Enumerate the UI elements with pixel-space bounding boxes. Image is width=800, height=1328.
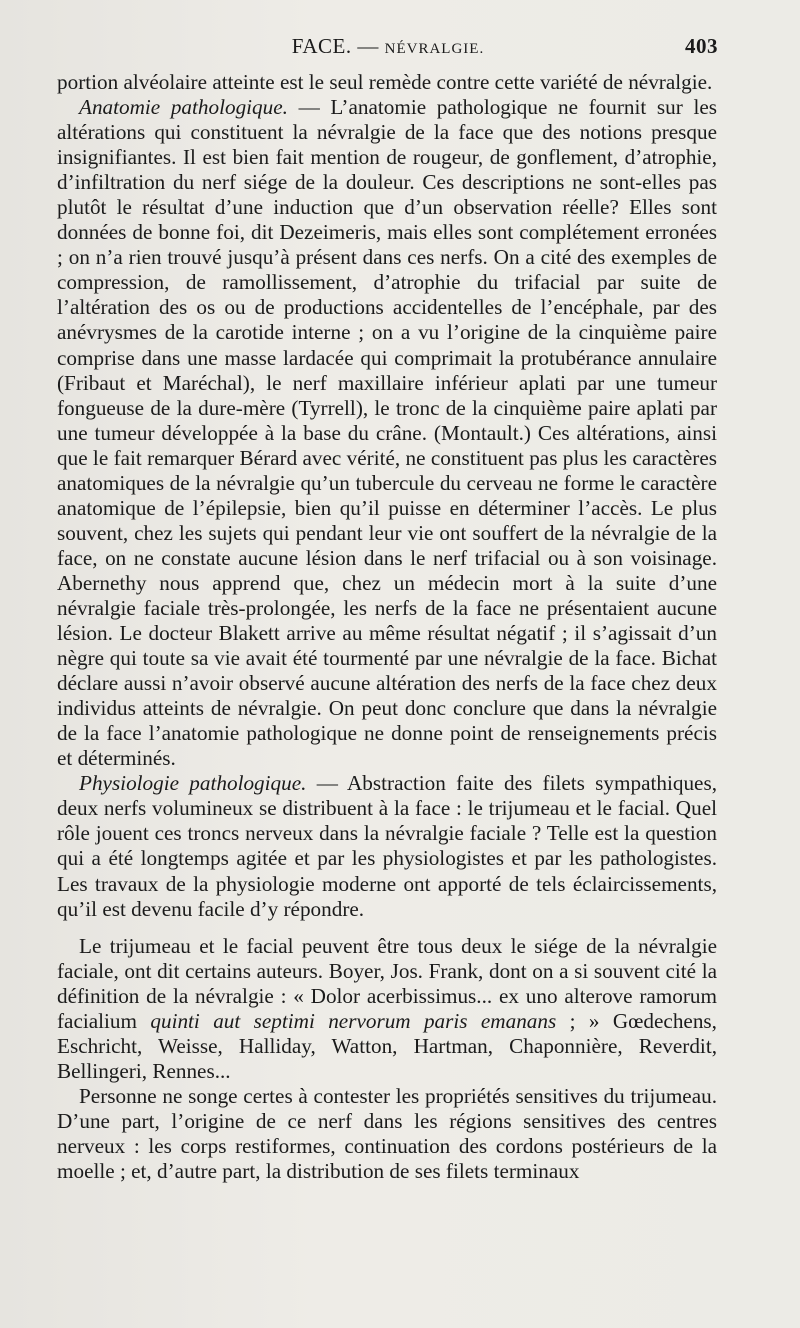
- paragraph-1: [57, 70, 717, 95]
- paragraph-trijumeau-text-1: Le trijumeau et le facial peuvent être tous deux le siége de la névralgie faciale, ont dit certains auteurs. Boyer, Jos. Frank, dont on a si souvent cité la définition de la névralgie : « Dolor acerbissimus... ex uno alterove ramorum facialium: [57, 933, 717, 1033]
- latin-quote: quinti aut septimi nervorum paris emanans: [150, 1008, 557, 1033]
- page-number: 403: [685, 34, 718, 58]
- paragraph-anatomie: [57, 95, 717, 771]
- paragraph-1-text: portion alvéolaire atteinte est le seul remède contre cette variété de névralgie.: [57, 70, 713, 94]
- section-heading-physiologie: Physiologie pathologique.: [79, 771, 307, 796]
- paragraph-physiologie-text: — Abstraction faite des filets sympathiques, deux nerfs volumineux se distribuent à la face : le trijumeau et le facial. Quel rôle jouent ces troncs nerveux dans la névralgie faciale ? Telle est la question qui a été longtemps agitée et par les physiologistes et par les pathologistes. Les travaux de la physiologie moderne ont apporté de tels éclaircissements, qu’il est devenu facile d’y répondre.: [57, 771, 717, 921]
- running-header: [58, 34, 718, 64]
- running-title-right: NÉVRALGIE.: [384, 41, 485, 57]
- paragraph-trijumeau-text-2: ; » Gœdechens, Eschricht, Weisse, Halliday, Watton, Hartman, Chaponnière, Reverdit, Bellingeri, Rennes...: [57, 1008, 717, 1083]
- paragraph-trijumeau: [57, 934, 717, 1084]
- running-title-left: FACE. —: [291, 34, 379, 58]
- paragraph-physiologie: [57, 771, 717, 921]
- paragraph-anatomie-text: — L’anatomie pathologique ne fournit sur les altérations qui constituent la névralgie de la face que des notions presque insignifiantes. Il est bien fait mention de rougeur, de gonflement, d’atrophie, d’infiltration du nerf siége de la douleur. Ces descriptions ne sont-elles pas plutôt le résultat d’une induction que d’un observation réelle? Elles sont données de bonne foi, dit Dezeimeris, mais elles sont complétement erronées ; on n’a rien trouvé jusqu’à présent dans ces nerfs. On a cité des exemples de compression, de ramollissement, d’atrophie du trifacial par suite de l’altération des os ou de productions accidentelles de l’encéphale, par des anévrysmes de la carotide interne ; on a vu l’origine de la cinquième paire comprise dans une masse lardacée qui comprimait la protubérance annulaire (Fribaut et Maréchal), le nerf maxillaire inférieur aplati par une tumeur fongueuse de la dure-mère (Tyrrell), le tronc de la cinquième paire aplati par une tumeur développée à la base du crâne. (Montault.) Ces altérations, ainsi que le fait remarquer Bérard avec vérité, ne constituent pas plus les caractères anatomiques de la névralgie qu’un tubercule du cerveau ne forme le caractère anatomique de l’épilepsie, bien qu’il puisse en déterminer l’accès. Le plus souvent, chez les sujets qui pendant leur vie ont souffert de la névralgie de la face, on ne constate aucune lésion dans le nerf trifacial ou à son voisinage. Abernethy nous apprend que, chez un médecin mort à la suite d’une névralgie faciale très-prolongée, les nerfs de la face ne présentaient aucune lésion. Le docteur Blakett arrive au même résultat négatif ; il s’agissait d’un nègre qui toute sa vie avait été tourmenté par une névralgie de la face. Bichat déclare aussi n’avoir observé aucune altération des nerfs de la face chez deux individus atteints de névralgie. On peut donc conclure que dans la névralgie de la face l’anatomie pathologique ne donne point de renseignements précis et déterminés.: [57, 95, 717, 771]
- running-title: [58, 34, 718, 59]
- paragraph-personne-text: Personne ne songe certes à contester les propriétés sensitives du trijumeau. D’une part, l’origine de ce nerf dans les régions sensitives des centres nerveux : les corps restiformes, continuation des cordons postérieurs de la moelle ; et, d’autre part, la distribution de ses filets terminaux: [57, 1083, 717, 1184]
- section-heading-anatomie: Anatomie pathologique.: [79, 95, 288, 120]
- body-text: [57, 70, 717, 1184]
- paragraph-personne: [57, 1084, 717, 1184]
